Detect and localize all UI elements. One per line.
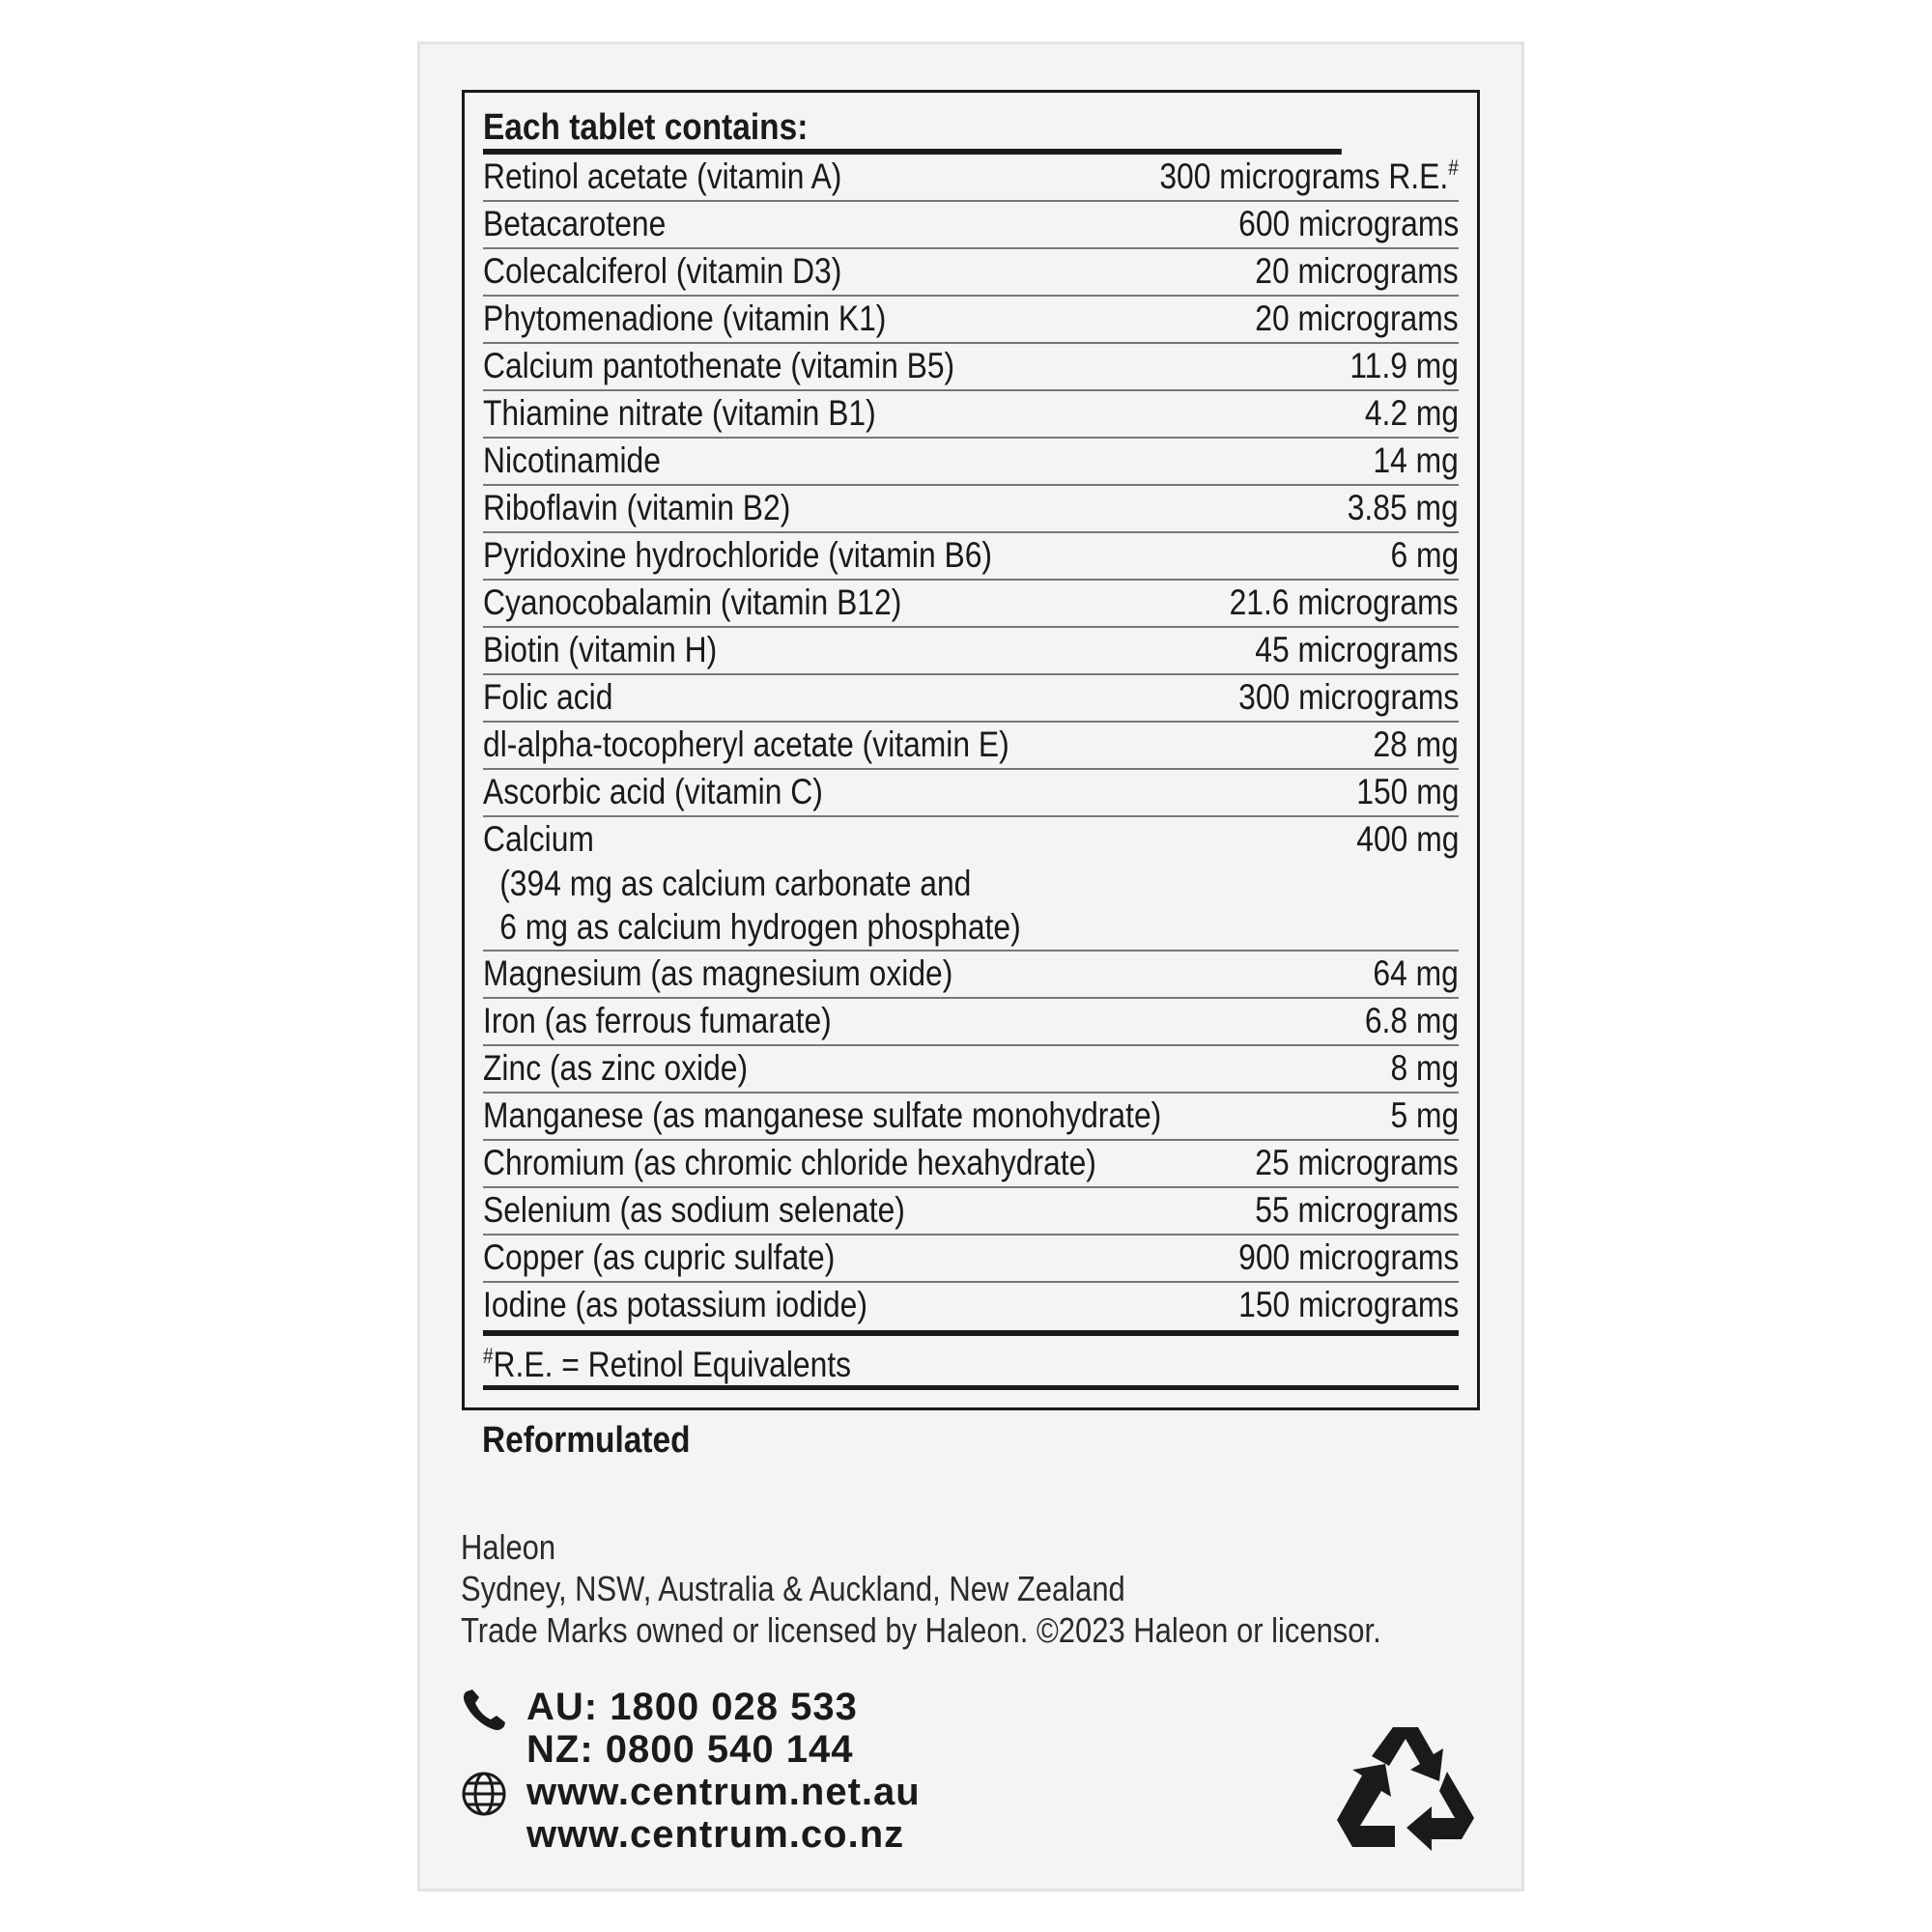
ingredient-amount: 300 micrograms R.E.# <box>1159 156 1459 196</box>
ingredient-amount: 20 micrograms <box>1255 251 1459 291</box>
table-row <box>483 202 1459 249</box>
ingredient-name: Magnesium (as magnesium oxide) <box>483 953 953 993</box>
ingredient-name: Chromium (as chromic chloride hexahydrate) <box>483 1143 1096 1182</box>
globe-icon <box>461 1771 507 1817</box>
ingredient-detail: (394 mg as calcium carbonate and <box>499 864 972 903</box>
ingredient-amount: 5 mg <box>1390 1095 1459 1135</box>
ingredient-name: Iron (as ferrous fumarate) <box>483 1001 832 1040</box>
ingredient-name-group <box>483 817 1021 949</box>
ingredient-amount: 300 micrograms <box>1237 677 1459 717</box>
ingredient-name: Calcium <box>483 819 594 859</box>
ingredient-name: Ascorbic acid (vitamin C) <box>483 772 823 811</box>
table-row <box>483 1236 1459 1283</box>
ingredient-name: Copper (as cupric sulfate) <box>483 1237 836 1277</box>
ingredient-name: Thiamine nitrate (vitamin B1) <box>483 393 876 433</box>
ingredient-amount: 150 mg <box>1355 772 1459 811</box>
table-row <box>483 1141 1459 1188</box>
phone-icon <box>461 1688 509 1732</box>
table-row <box>483 439 1459 486</box>
ingredient-amount: 400 mg <box>1355 819 1459 859</box>
ingredient-amount: 6.8 mg <box>1364 1001 1459 1040</box>
table-row <box>483 486 1459 533</box>
ingredient-detail: 6 mg as calcium hydrogen phosphate) <box>499 907 1021 947</box>
nutrition-table <box>462 90 1480 1410</box>
ingredient-name: Selenium (as sodium selenate) <box>483 1190 905 1230</box>
recycle-icon <box>1333 1719 1478 1855</box>
ingredient-amount: 45 micrograms <box>1255 630 1459 669</box>
phone-nz[interactable]: NZ: 0800 540 144 <box>526 1728 854 1771</box>
ingredient-amount: 8 mg <box>1390 1048 1459 1088</box>
footnote-label: R.E. = Retinol Equivalents <box>493 1345 852 1384</box>
ingredient-name: Colecalciferol (vitamin D3) <box>483 251 842 291</box>
ingredient-name: Phytomenadione (vitamin K1) <box>483 298 887 338</box>
ingredient-name: Manganese (as manganese sulfate monohydrate) <box>483 1095 1162 1135</box>
ingredient-amount: 14 mg <box>1373 440 1459 480</box>
ingredient-amount: 900 micrograms <box>1237 1237 1459 1277</box>
website-nz[interactable]: www.centrum.co.nz <box>526 1813 905 1856</box>
company-name: Haleon <box>461 1527 556 1567</box>
ingredient-name: dl-alpha-tocopheryl acetate (vitamin E) <box>483 724 1009 764</box>
company-location: Sydney, NSW, Australia & Auckland, New Zealand <box>461 1569 1125 1608</box>
contact-block <box>461 1686 921 1856</box>
table-row <box>483 999 1459 1046</box>
reformulated-label: Reformulated <box>482 1420 691 1461</box>
ingredient-amount: 20 micrograms <box>1255 298 1459 338</box>
footnote-text <box>483 1336 851 1394</box>
table-footnote <box>483 1330 1459 1390</box>
table-row <box>483 344 1459 391</box>
ingredient-name: Zinc (as zinc oxide) <box>483 1048 749 1088</box>
table-row <box>483 533 1459 581</box>
table-row <box>483 297 1459 344</box>
phone-au[interactable]: AU: 1800 028 533 <box>526 1686 858 1728</box>
ingredient-name: Biotin (vitamin H) <box>483 630 718 669</box>
ingredient-amount: 4.2 mg <box>1364 393 1459 433</box>
table-title: Each tablet contains: <box>483 93 1342 155</box>
ingredient-amount: 150 micrograms <box>1237 1285 1459 1324</box>
ingredient-name: Pyridoxine hydrochloride (vitamin B6) <box>483 535 993 575</box>
ingredient-amount: 21.6 micrograms <box>1230 582 1459 622</box>
company-info <box>461 1526 1531 1651</box>
table-row <box>483 817 1459 952</box>
website-au[interactable]: www.centrum.net.au <box>526 1771 921 1813</box>
ingredient-name: Iodine (as potassium iodide) <box>483 1285 867 1324</box>
ingredient-name: Riboflavin (vitamin B2) <box>483 488 791 527</box>
table-row <box>483 675 1459 723</box>
footnote-mark: # <box>483 1344 494 1368</box>
ingredient-name: Nicotinamide <box>483 440 661 480</box>
ingredient-amount: 3.85 mg <box>1348 488 1459 527</box>
table-row <box>483 581 1459 628</box>
ingredient-name: Retinol acetate (vitamin A) <box>483 156 842 196</box>
table-row <box>483 723 1459 770</box>
table-row <box>483 249 1459 297</box>
table-row <box>483 770 1459 817</box>
table-row <box>483 1188 1459 1236</box>
ingredient-amount: 64 mg <box>1373 953 1459 993</box>
footnote-mark: # <box>1448 156 1459 180</box>
ingredient-name: Folic acid <box>483 677 613 717</box>
ingredient-amount: 28 mg <box>1373 724 1459 764</box>
ingredient-amount: 55 micrograms <box>1255 1190 1459 1230</box>
ingredient-name: Calcium pantothenate (vitamin B5) <box>483 346 955 385</box>
ingredient-amount: 11.9 mg <box>1350 346 1459 385</box>
table-row <box>483 391 1459 439</box>
ingredient-amount: 6 mg <box>1390 535 1459 575</box>
table-row <box>483 952 1459 999</box>
table-row <box>483 1283 1459 1330</box>
ingredient-amount: 25 micrograms <box>1255 1143 1459 1182</box>
trademark-notice: Trade Marks owned or licensed by Haleon. ©2023 Haleon or licensor. <box>461 1610 1381 1650</box>
ingredient-name: Cyanocobalamin (vitamin B12) <box>483 582 902 622</box>
table-row <box>483 1094 1459 1141</box>
ingredient-amount: 600 micrograms <box>1237 204 1459 243</box>
nutrition-table-inner <box>483 93 1459 1390</box>
table-row <box>483 1046 1459 1094</box>
table-row <box>483 628 1459 675</box>
table-row <box>483 155 1459 202</box>
ingredient-name: Betacarotene <box>483 204 667 243</box>
